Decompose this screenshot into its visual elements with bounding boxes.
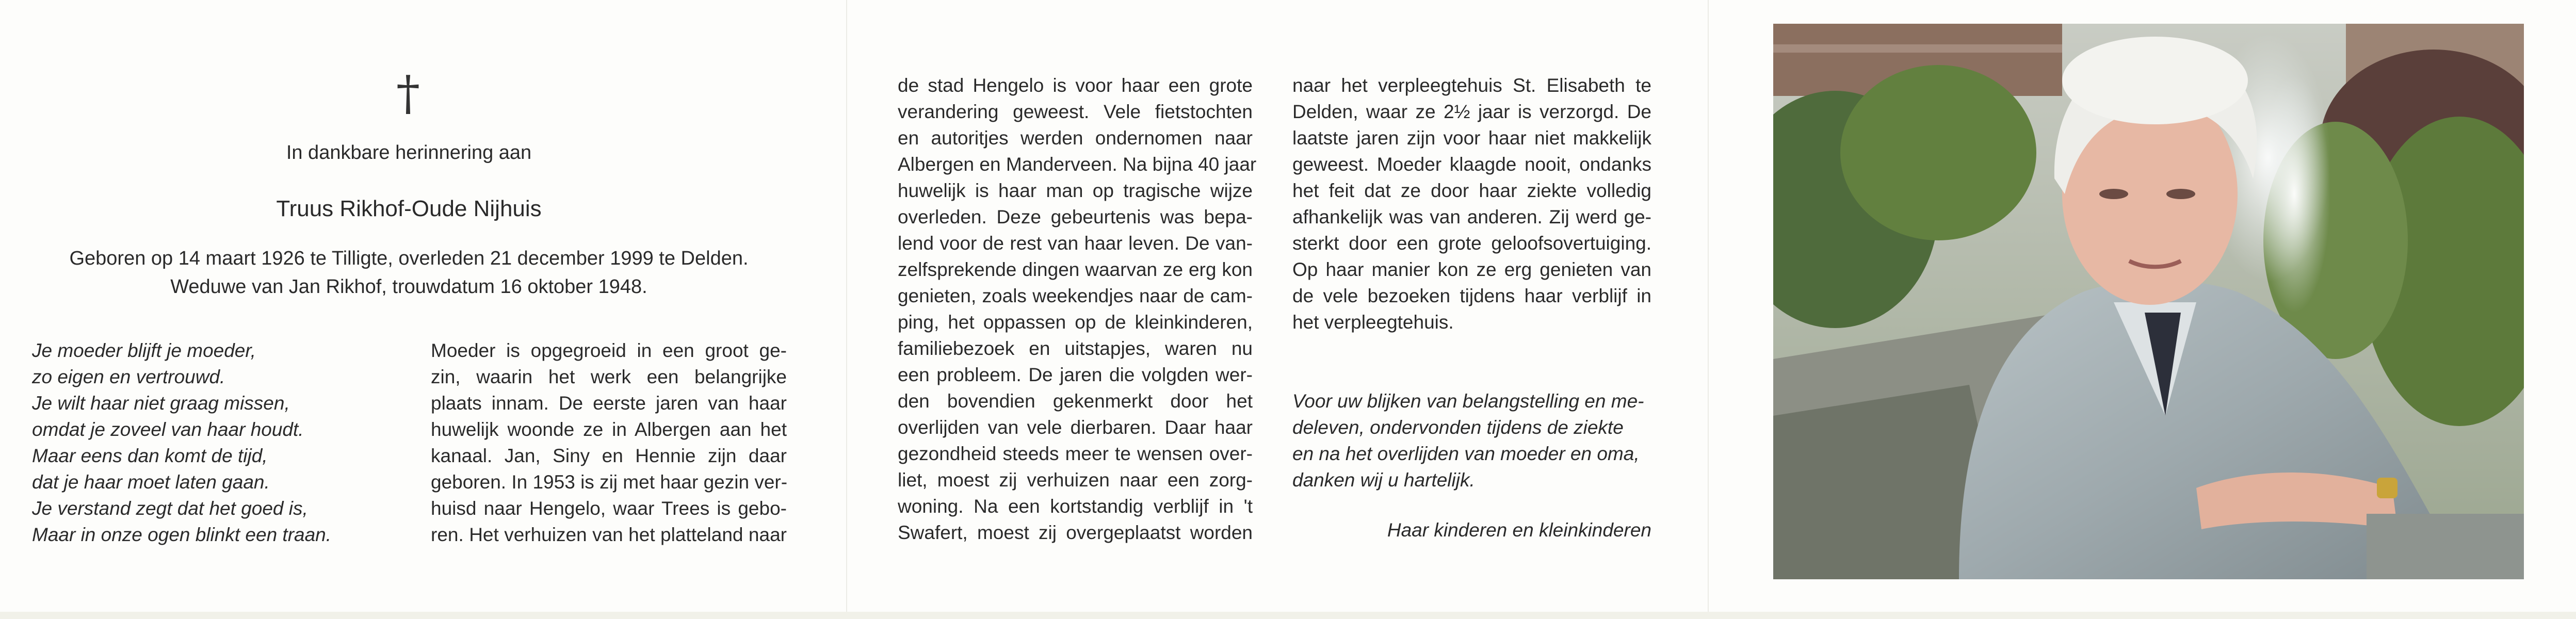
- poem: [32, 337, 362, 548]
- poem-line: Maar in onze ogen blinkt een traan.: [32, 524, 332, 545]
- text-line: kanaal. Jan, Siny en Hennie zijn daar: [431, 445, 787, 466]
- text-line: Albergen en Manderveen. Na bijna 40 jaar: [898, 154, 1257, 175]
- widow-line: Weduwe van Jan Rikhof, trouwdatum 16 oktober 1948.: [170, 276, 647, 298]
- text-line: ren. Het verhuizen van het platteland naar: [431, 524, 787, 545]
- biography-column-2: [898, 72, 1257, 546]
- poem-line: Je moeder blijft je moeder,: [32, 340, 256, 361]
- birth-death-line: Geboren op 14 maart 1926 te Tilligte, overleden 21 december 1999 te Delden.: [69, 248, 749, 269]
- text-line: huwelijk woonde ze in Albergen aan het: [431, 419, 787, 440]
- text-line: Swafert, moest zij overgeplaatst worden: [898, 522, 1253, 543]
- text-line: en autoritjes werden ondernomen naar: [898, 127, 1253, 149]
- thanks-text: [1292, 388, 1651, 493]
- text-line: geweest. Moeder klaagde nooit, ondanks: [1292, 154, 1651, 175]
- text-line: gezondheid steeds meer te wensen over-: [898, 443, 1253, 464]
- text-line: het feit dat ze door haar ziekte volledig: [1292, 180, 1651, 201]
- cross-icon: †: [396, 66, 420, 121]
- text-line: woning. Na een kortstandig verblijf in 't: [898, 496, 1253, 517]
- text-line: den bovendien gekenmerkt door het: [898, 390, 1253, 412]
- text-line: geboren. In 1953 is zij met haar gezin ver-: [431, 471, 788, 493]
- text-line: huwelijk is haar man op tragische wijze: [898, 180, 1253, 201]
- poem-line: Je verstand zegt dat het goed is,: [32, 498, 308, 519]
- text-line: het verpleegtehuis.: [1292, 312, 1454, 333]
- deceased-name: Truus Rikhof-Oude Nijhuis: [276, 196, 542, 221]
- card-edge: [0, 612, 2576, 619]
- thanks-line: en na het overlijden van moeder en oma,: [1292, 443, 1640, 464]
- poem-line: dat je haar moet laten gaan.: [32, 471, 270, 493]
- text-line: lend voor de rest van haar leven. De van-: [898, 233, 1253, 254]
- text-line: Op haar manier kon ze erg genieten van: [1292, 259, 1651, 280]
- intro-text: In dankbare herinnering aan: [286, 142, 532, 164]
- text-line: ping, het oppassen op de kleinkinderen,: [898, 312, 1253, 333]
- text-line: zin, waarin het werk een belangrijke: [431, 366, 787, 387]
- text-line: naar het verpleegtehuis St. Elisabeth te: [1292, 75, 1651, 96]
- text-line: verandering geweest. Vele fietstochten: [898, 101, 1253, 122]
- thanks-line: Voor uw blijken van belangstelling en me-: [1292, 390, 1644, 412]
- text-line: afhankelijk was van anderen. Zij werd ge-: [1292, 206, 1651, 227]
- biography-column-3: [1292, 72, 1651, 335]
- fold-line: [1708, 0, 1709, 619]
- text-line: genieten, zoals weekendjes naar de cam-: [898, 285, 1253, 306]
- text-line: overleden. Deze gebeurtenis was bepa-: [898, 206, 1253, 227]
- text-line: een probleem. De jaren die volgden wer-: [898, 364, 1253, 385]
- text-line: laatste jaren zijn voor haar niet makkelijk: [1292, 127, 1651, 149]
- poem-line: zo eigen en vertrouwd.: [32, 366, 225, 387]
- text-line: huisd naar Hengelo, waar Trees is gebo-: [431, 498, 787, 519]
- biography-column-1: [431, 337, 787, 548]
- text-line: Moeder is opgegroeid in een groot ge-: [431, 340, 787, 361]
- thanks-line: deleven, ondervonden tijdens de ziekte: [1292, 417, 1624, 438]
- fold-line: [846, 0, 847, 619]
- text-line: familiebezoek en uitstapjes, waren nu: [898, 338, 1253, 359]
- thanks-line: danken wij u hartelijk.: [1292, 469, 1475, 491]
- poem-line: Je wilt haar niet graag missen,: [32, 393, 290, 414]
- text-line: de vele bezoeken tijdens haar verblijf in: [1292, 285, 1651, 306]
- text-line: overlijden van vele dierbaren. Daar haar: [898, 417, 1253, 438]
- poem-line: omdat je zoveel van haar houdt.: [32, 419, 304, 440]
- text-line: plaats innam. De eerste jaren van haar: [431, 393, 787, 414]
- signature-line: Haar kinderen en kleinkinderen: [1387, 519, 1651, 541]
- portrait-photo: [1773, 24, 2524, 579]
- text-line: de stad Hengelo is voor haar een grote: [898, 75, 1253, 96]
- text-line: Delden, waar ze 2½ jaar is verzorgd. De: [1292, 101, 1651, 122]
- text-line: liet, moest zij verhuizen naar een zorg-: [898, 469, 1253, 491]
- text-line: zelfsprekende dingen waarvan ze erg kon: [898, 259, 1253, 280]
- text-line: sterkt door een grote geloofsovertuiging.: [1292, 233, 1651, 254]
- poem-line: Maar eens dan komt de tijd,: [32, 445, 268, 466]
